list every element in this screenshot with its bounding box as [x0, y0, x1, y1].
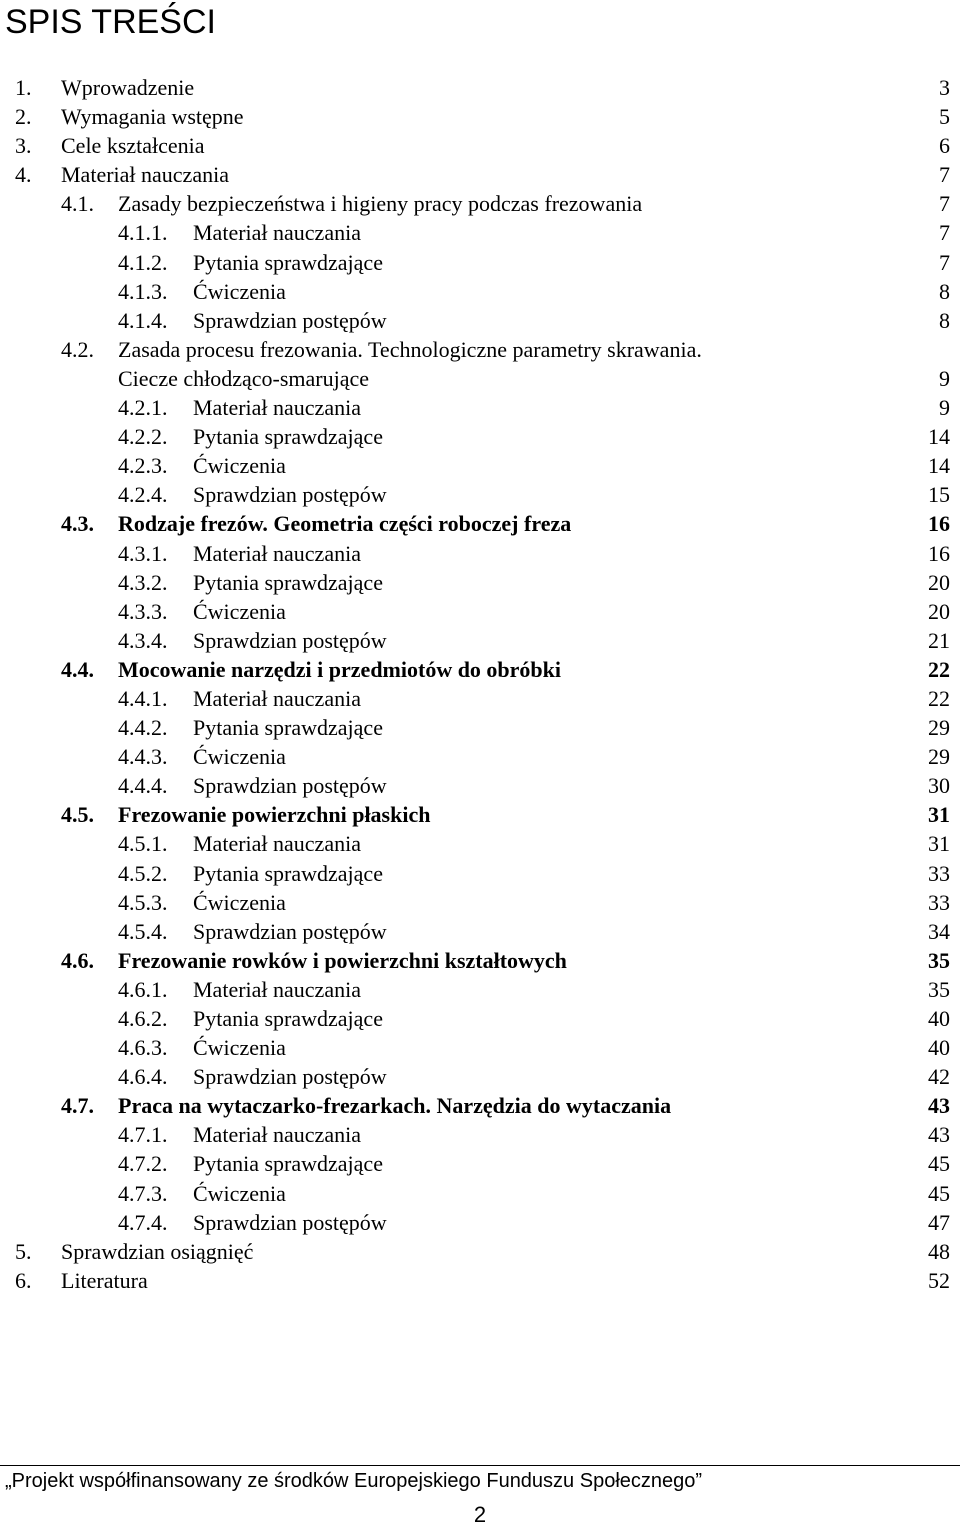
toc-entry-number: 4.7.2. — [118, 1151, 168, 1177]
table-of-contents — [0, 73, 960, 1295]
toc-entry-label: Ćwiczenia — [193, 1180, 286, 1206]
toc-entry-number: 4.4.1. — [118, 685, 168, 711]
toc-entry-page: 14 — [928, 453, 950, 479]
toc-entry-label: Materiał nauczania — [193, 220, 361, 246]
page-number: 2 — [473, 1502, 487, 1527]
toc-entry-label: Ćwiczenia — [193, 889, 286, 915]
toc-entry-page: 9 — [939, 365, 950, 391]
toc-entry-number: 4.1.1. — [118, 220, 168, 246]
toc-entry-number: 4.7.4. — [118, 1209, 168, 1235]
toc-entry-label: Pytania sprawdzające — [193, 1151, 383, 1177]
toc-entry — [0, 1062, 960, 1091]
toc-entry-page: 33 — [928, 860, 950, 886]
toc-entry-label: Zasady bezpieczeństwa i higieny pracy podczas frezowania — [118, 191, 643, 217]
toc-entry — [0, 1266, 960, 1295]
toc-entry-number: 4.5.2. — [118, 860, 168, 886]
toc-entry-page: 9 — [939, 395, 950, 421]
toc-entry-number: 3. — [15, 133, 32, 159]
toc-entry-page: 45 — [928, 1151, 950, 1177]
toc-entry — [0, 422, 960, 451]
toc-entry — [0, 655, 960, 684]
toc-entry-label: Sprawdzian postępów — [193, 307, 387, 333]
toc-entry — [0, 335, 960, 364]
toc-entry-label: Pytania sprawdzające — [193, 569, 383, 595]
toc-entry-label: Sprawdzian postępów — [193, 482, 387, 508]
toc-entry-number: 4.3.4. — [118, 627, 168, 653]
toc-entry-number: 4.3.2. — [118, 569, 168, 595]
toc-entry-number: 4. — [15, 162, 32, 188]
toc-entry-page: 45 — [928, 1180, 950, 1206]
toc-entry-label: Materiał nauczania — [193, 395, 361, 421]
toc-entry-label: Ćwiczenia — [193, 1035, 286, 1061]
toc-entry-page: 43 — [928, 1093, 950, 1119]
toc-entry-label: Wymagania wstępne — [61, 104, 244, 130]
toc-entry — [0, 800, 960, 829]
toc-entry-number: 4.4. — [61, 656, 94, 682]
toc-entry — [0, 597, 960, 626]
toc-entry — [0, 1120, 960, 1149]
toc-entry-label: Materiał nauczania — [61, 162, 229, 188]
toc-entry-label: Mocowanie narzędzi i przedmiotów do obróbki — [118, 656, 562, 682]
footer-text: „Projekt współfinansowany ze środków Europejskiego Funduszu Społecznego” — [5, 1470, 703, 1492]
toc-entry-label: Literatura — [61, 1267, 148, 1293]
toc-entry-number: 4.1.2. — [118, 249, 168, 275]
toc-entry-page: 40 — [928, 1035, 950, 1061]
toc-entry-label: Frezowanie rowków i powierzchni kształtowych — [118, 947, 567, 973]
toc-entry-label: Wprowadzenie — [61, 75, 195, 100]
toc-entry-number: 4.2. — [61, 336, 94, 362]
toc-entry — [0, 742, 960, 771]
toc-entry-page: 15 — [928, 482, 950, 508]
toc-entry-number: 4.1. — [61, 191, 94, 217]
toc-entry — [0, 568, 960, 597]
toc-entry-number: 4.6.4. — [118, 1064, 168, 1090]
toc-entry-number: 4.5. — [61, 802, 94, 828]
toc-entry-label: Materiał nauczania — [193, 831, 361, 857]
toc-entry — [0, 218, 960, 247]
toc-entry-number: 4.7.1. — [118, 1122, 168, 1148]
toc-entry-number: 4.6.1. — [118, 976, 168, 1002]
toc-entry — [0, 1033, 960, 1062]
toc-entry-page: 20 — [928, 598, 950, 624]
toc-entry-number: 4.3. — [61, 511, 94, 537]
toc-entry — [0, 364, 960, 393]
toc-entry-number: 4.6. — [61, 947, 94, 973]
toc-entry-page: 40 — [928, 1006, 950, 1031]
page-title: SPIS TREŚCI — [5, 3, 216, 41]
toc-entry-page: 33 — [928, 889, 950, 915]
toc-entry-label: Pytania sprawdzające — [193, 860, 383, 886]
toc-entry-label: Zasada procesu frezowania. Technologiczne parametry skrawania. — [118, 336, 702, 362]
toc-entry-label: Ćwiczenia — [193, 453, 286, 479]
toc-entry-number: 4.2.4. — [118, 482, 168, 508]
toc-entry-page: 30 — [928, 773, 950, 799]
toc-entry-number: 5. — [15, 1238, 32, 1264]
toc-entry — [0, 160, 960, 189]
toc-entry-number: 4.6.3. — [118, 1035, 168, 1061]
toc-entry-page: 7 — [939, 191, 950, 217]
toc-entry — [0, 713, 960, 742]
toc-entry-label: Praca na wytaczarko-frezarkach. Narzędzia do wytaczania — [118, 1093, 672, 1119]
toc-entry-page: 43 — [928, 1122, 950, 1148]
toc-entry — [0, 626, 960, 655]
toc-entry — [0, 1179, 960, 1208]
toc-entry-label: Rodzaje frezów. Geometria części roboczej freza — [118, 511, 572, 537]
toc-entry-page: 5 — [939, 104, 950, 130]
toc-entry — [0, 102, 960, 131]
toc-entry-number: 4.4.2. — [118, 715, 168, 741]
toc-entry — [0, 771, 960, 800]
toc-entry-label: Pytania sprawdzające — [193, 424, 383, 450]
toc-entry — [0, 539, 960, 568]
toc-entry — [0, 277, 960, 306]
toc-entry-page: 3 — [939, 75, 950, 100]
toc-entry — [0, 888, 960, 917]
toc-entry-page: 16 — [928, 511, 950, 537]
toc-entry — [0, 248, 960, 277]
toc-entry-label: Ćwiczenia — [193, 278, 286, 304]
toc-entry-page: 34 — [928, 918, 950, 944]
toc-entry-number: 4.1.3. — [118, 278, 168, 304]
toc-entry-page: 29 — [928, 715, 950, 741]
toc-entry-label: Ciecze chłodząco-smarujące — [118, 365, 370, 391]
toc-entry-page: 7 — [939, 249, 950, 275]
toc-entry-label: Materiał nauczania — [193, 540, 361, 566]
toc-entry-page: 8 — [939, 278, 950, 304]
toc-entry-page: 8 — [939, 307, 950, 333]
toc-entry — [0, 1208, 960, 1237]
toc-entry-label: Cele kształcenia — [61, 133, 205, 159]
toc-entry — [0, 480, 960, 509]
toc-entry-number: 4.4.4. — [118, 773, 168, 799]
toc-entry-label: Materiał nauczania — [193, 976, 361, 1002]
toc-entry-number: 4.2.2. — [118, 424, 168, 450]
toc-entry — [0, 1004, 960, 1033]
toc-entry-number: 1. — [15, 75, 32, 100]
toc-entry-label: Materiał nauczania — [193, 1122, 361, 1148]
toc-entry-number: 4.2.1. — [118, 395, 168, 421]
toc-entry-label: Sprawdzian postępów — [193, 627, 387, 653]
toc-entry-number: 4.5.1. — [118, 831, 168, 857]
toc-entry — [0, 1091, 960, 1120]
toc-entry-number: 4.1.4. — [118, 307, 168, 333]
toc-entry-page: 7 — [939, 220, 950, 246]
toc-entry — [0, 859, 960, 888]
toc-entry-number: 4.7.3. — [118, 1180, 168, 1206]
toc-entry-page: 52 — [928, 1267, 950, 1293]
toc-entry — [0, 829, 960, 858]
toc-entry-number: 4.7. — [61, 1093, 94, 1119]
toc-entry-label: Sprawdzian postępów — [193, 773, 387, 799]
toc-entry-page: 16 — [928, 540, 950, 566]
toc-entry-page: 21 — [928, 627, 950, 653]
toc-entry-number: 4.3.3. — [118, 598, 168, 624]
toc-entry-label: Materiał nauczania — [193, 685, 361, 711]
toc-entry-number: 4.6.2. — [118, 1006, 168, 1031]
toc-entry-page: 7 — [939, 162, 950, 188]
toc-entry-page: 31 — [928, 802, 950, 828]
toc-entry-label: Pytania sprawdzające — [193, 1006, 383, 1031]
footer-divider — [0, 1465, 960, 1466]
toc-entry-page: 35 — [928, 947, 950, 973]
toc-entry — [0, 451, 960, 480]
toc-entry-label: Sprawdzian postępów — [193, 1209, 387, 1235]
toc-entry — [0, 946, 960, 975]
toc-entry — [0, 73, 960, 102]
toc-entry — [0, 189, 960, 218]
toc-entry-page: 14 — [928, 424, 950, 450]
toc-entry — [0, 917, 960, 946]
toc-entry-label: Ćwiczenia — [193, 744, 286, 770]
toc-entry-label: Frezowanie powierzchni płaskich — [118, 802, 431, 828]
toc-entry — [0, 509, 960, 538]
toc-entry-label: Ćwiczenia — [193, 598, 286, 624]
toc-entry-page: 47 — [928, 1209, 950, 1235]
toc-entry-label: Sprawdzian osiągnięć — [61, 1238, 254, 1264]
toc-entry-page: 31 — [928, 831, 950, 857]
toc-entry-page: 42 — [928, 1064, 950, 1090]
toc-entry-number: 4.4.3. — [118, 744, 168, 770]
toc-entry-number: 4.5.3. — [118, 889, 168, 915]
toc-entry — [0, 1237, 960, 1266]
toc-entry — [0, 1149, 960, 1178]
toc-entry-page: 6 — [939, 133, 950, 159]
toc-entry-label: Pytania sprawdzające — [193, 249, 383, 275]
toc-entry-page: 20 — [928, 569, 950, 595]
toc-entry — [0, 684, 960, 713]
toc-entry-number: 4.3.1. — [118, 540, 168, 566]
toc-entry-page: 29 — [928, 744, 950, 770]
toc-entry — [0, 975, 960, 1004]
toc-entry-label: Pytania sprawdzające — [193, 715, 383, 741]
toc-entry-number: 2. — [15, 104, 32, 130]
toc-entry-page: 35 — [928, 976, 950, 1002]
toc-entry-number: 4.2.3. — [118, 453, 168, 479]
toc-entry — [0, 131, 960, 160]
toc-entry-label: Sprawdzian postępów — [193, 1064, 387, 1090]
toc-entry-page: 22 — [928, 685, 950, 711]
toc-entry — [0, 393, 960, 422]
toc-entry-page: 22 — [928, 656, 950, 682]
toc-entry-number: 4.5.4. — [118, 918, 168, 944]
toc-entry-page: 48 — [928, 1238, 950, 1264]
toc-entry-label: Sprawdzian postępów — [193, 918, 387, 944]
toc-entry — [0, 306, 960, 335]
toc-entry-number: 6. — [15, 1267, 32, 1293]
